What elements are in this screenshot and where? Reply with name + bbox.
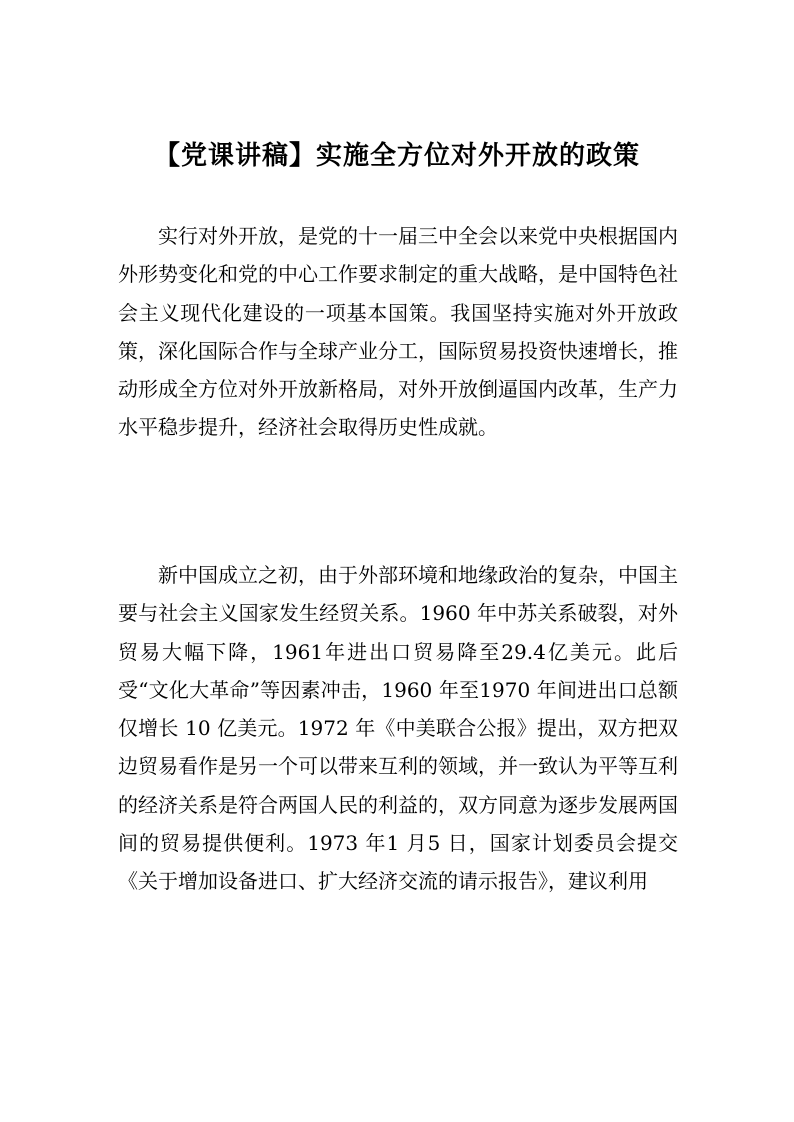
body-paragraph-2: 新中国成立之初，由于外部环境和地缘政治的复杂，中国主要与社会主义国家发生经贸关系。1960 年中苏关系破裂，对外贸易大幅下降，1961年进出口贸易降至29.4亿美元。此后受“文化大革命”等因素冲击，1960 年至1970 年间进出口总额仅增长 10 亿美元。1972 年《中美联合公报》提出，双方把双边贸易看作是另一个可以带来互利的领域，并一致认为平等互利的经济关系是符合两国人民的利益的，双方同意为逐步发展两国间的贸易提供便利。1973 年1 月5 日，国家计划委员会提交《关于增加设备进口、扩大经济交流的请示报告》，建议利用: [118, 563, 678, 894]
body-paragraph-1: 实行对外开放，是党的十一届三中全会以来党中央根据国内外形势变化和党的中心工作要求制定的重大战略，是中国特色社会主义现代化建设的一项基本国策。我国坚持实施对外开放政策，深化国际合作与全球产业分工，国际贸易投资快速增长，推动形成全方位对外开放新格局，对外开放倒逼国内改革，生产力水平稳步提升，经济社会取得历史性成就。: [118, 224, 678, 440]
document-title: 【党课讲稿】实施全方位对外开放的政策: [153, 141, 640, 171]
